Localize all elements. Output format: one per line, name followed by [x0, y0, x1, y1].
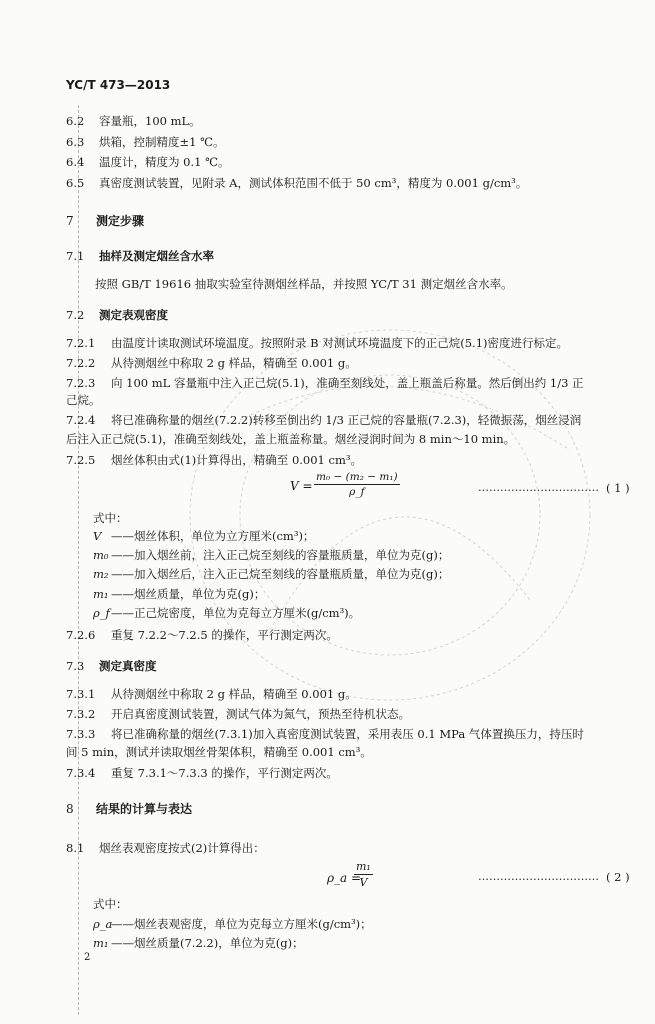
clause-text: 烟丝表观密度按式(2)计算得出： [99, 841, 265, 855]
clause-7-1-text: 按照 GB/T 19616 抽取实验室待测烟丝样品，并按照 YC/T 31 测定烟丝含水率。 [95, 277, 513, 291]
formula-2-leader-dots: …………………………… [478, 870, 599, 883]
definition-item [93, 935, 304, 951]
clause-7-3-3 [66, 726, 584, 742]
clause-number: 6.5 [66, 176, 85, 190]
clause-7-2-4 [66, 412, 581, 428]
clause-text: 烘箱，控制精度±1 ℃。 [99, 135, 225, 149]
formula-1-lhs: V = [290, 479, 313, 493]
formula-1-fraction [314, 471, 400, 498]
clause-number: 6.2 [66, 114, 85, 128]
clause-text: 真密度测试装置，见附录 A，测试体积范围不低于 50 cm³，精度为 0.001 g/cm³。 [99, 176, 528, 190]
formula-2-numerator: m₁ [356, 860, 371, 873]
clause-7-3-2 [66, 706, 410, 722]
symbol: m₂ [93, 567, 109, 581]
definition-item [93, 547, 449, 563]
symbol: m₁ [93, 936, 109, 950]
section-number: 8 [66, 802, 74, 816]
clause-number: 7.2.3 [66, 376, 96, 390]
clause-number: 7.3.3 [66, 727, 96, 741]
clause-6-4 [66, 154, 229, 170]
formula-1-numerator: m₀ − (m₂ − m₁) [316, 471, 398, 483]
where-label: 式中： [93, 511, 128, 525]
section-8-heading [66, 800, 192, 817]
clause-7-2-4-continuation: 后注入正己烷(5.1)，准确至刻线处，盖上瓶盖称量。烟丝浸润时间为 8 min～10 min。 [66, 432, 516, 446]
clause-6-3 [66, 134, 224, 150]
clause-text: 温度计，精度为 0.1 ℃。 [99, 155, 230, 169]
clause-text: 重复 7.3.1～7.3.3 的操作，平行测定两次。 [111, 766, 338, 780]
where-label: 式中： [93, 897, 128, 911]
definition-item [93, 566, 449, 582]
clause-number: 6.4 [66, 155, 85, 169]
clause-7-2-2 [66, 355, 357, 371]
clause-7-2-3-continuation: 己烷。 [66, 393, 101, 407]
clause-7-3-3-continuation: 间 5 min，测试并读取烟丝骨架体积，精确至 0.001 cm³。 [66, 745, 372, 759]
formula-1-leader-dots: …………………………… [478, 481, 599, 494]
clause-text: 容量瓶，100 mL。 [99, 114, 201, 128]
clause-title: 测定真密度 [99, 659, 157, 673]
section-number: 7 [66, 214, 74, 228]
clause-text: 向 100 mL 容量瓶中注入正己烷(5.1)，准确至刻线处，盖上瓶盖后称量。然后倒出约 1/3 正 [111, 376, 584, 390]
symbol: ρ_f [93, 606, 110, 620]
symbol: ρ_a [93, 917, 113, 931]
definition-text: ——正己烷密度，单位为克每立方厘米(g/cm³)。 [111, 606, 361, 620]
clause-number: 7.2.1 [66, 336, 96, 350]
clause-number: 7.3 [66, 659, 85, 673]
clause-7-2-3 [66, 375, 584, 391]
definition-item [93, 528, 314, 544]
definition-text: ——烟丝质量(7.2.2)，单位为克(g)； [111, 936, 304, 950]
symbol: m₀ [93, 548, 109, 562]
clause-text: 将已准确称量的烟丝(7.3.1)加入真密度测试装置，采用表压 0.1 MPa 气体置换压力，持压时 [111, 727, 584, 741]
clause-number: 7.2 [66, 308, 85, 322]
definition-text: ——加入烟丝前，注入正己烷至刻线的容量瓶质量，单位为克(g)； [111, 548, 450, 562]
clause-text: 由温度计读取测试环境温度。按照附录 B 对测试环境温度下的正己烷(5.1)密度进行标定。 [111, 336, 569, 350]
clause-7-2-5 [66, 452, 362, 468]
section-title: 测定步骤 [96, 214, 145, 228]
clause-number: 7.3.4 [66, 766, 96, 780]
clause-6-5 [66, 175, 527, 191]
formula-2-fraction [354, 860, 373, 889]
definition-item [93, 916, 372, 932]
clause-title: 抽样及测定烟丝含水率 [99, 249, 214, 263]
clause-8-1 [66, 840, 265, 856]
clause-text: 从待测烟丝中称取 2 g 样品，精确至 0.001 g。 [111, 356, 357, 370]
clause-title: 测定表观密度 [99, 308, 168, 322]
clause-7-2-6 [66, 627, 338, 643]
definition-text: ——加入烟丝后，注入正己烷至刻线的容量瓶质量，单位为克(g)； [111, 567, 450, 581]
clause-text: 将已准确称量的烟丝(7.2.2)转移至倒出约 1/3 正己烷的容量瓶(7.2.3)，轻微振荡，烟丝浸润 [111, 413, 582, 427]
symbol: m₁ [93, 587, 109, 601]
clause-number: 7.3.1 [66, 687, 96, 701]
definition-text: ——烟丝质量，单位为克(g)； [111, 587, 266, 601]
clause-number: 7.2.2 [66, 356, 96, 370]
formula-2-denominator: V [359, 876, 368, 889]
clause-number: 6.3 [66, 135, 85, 149]
clause-number: 7.3.2 [66, 707, 96, 721]
clause-number: 8.1 [66, 841, 85, 855]
section-title: 结果的计算与表达 [96, 802, 193, 816]
definition-text: ——烟丝表观密度，单位为克每立方厘米(g/cm³)； [111, 917, 372, 931]
clause-number: 7.2.5 [66, 453, 96, 467]
clause-6-2 [66, 113, 201, 129]
clause-7-3-4 [66, 765, 338, 781]
formula-1-denominator: ρ_f [349, 486, 365, 498]
clause-text: 重复 7.2.2～7.2.5 的操作，平行测定两次。 [111, 628, 338, 642]
clause-number: 7.2.6 [66, 628, 96, 642]
scan-binding-line [78, 105, 80, 1015]
clause-7-3-heading [66, 658, 157, 674]
formula-2-lhs: ρ_a = [327, 871, 362, 885]
clause-7-2-1 [66, 335, 568, 351]
definition-text: ——烟丝体积，单位为立方厘米(cm³)； [111, 529, 315, 543]
definition-item [93, 605, 360, 621]
clause-text: 烟丝体积由式(1)计算得出，精确至 0.001 cm³。 [111, 453, 362, 467]
clause-7-2-heading [66, 307, 168, 323]
page-number: 2 [84, 952, 91, 963]
formula-2-tag: ( 2 ) [606, 870, 630, 884]
clause-7-3-1 [66, 686, 357, 702]
clause-number: 7.2.4 [66, 413, 96, 427]
clause-7-1-heading [66, 248, 214, 264]
clause-text: 从待测烟丝中称取 2 g 样品，精确至 0.001 g。 [111, 687, 357, 701]
section-7-heading [66, 212, 144, 229]
definition-item [93, 586, 265, 602]
symbol: V [93, 529, 102, 543]
formula-1-tag: ( 1 ) [606, 481, 630, 495]
standard-id-header: YC/T 473—2013 [66, 78, 171, 92]
clause-number: 7.1 [66, 249, 85, 263]
clause-text: 开启真密度测试装置，测试气体为氮气，预热至待机状态。 [111, 707, 410, 721]
